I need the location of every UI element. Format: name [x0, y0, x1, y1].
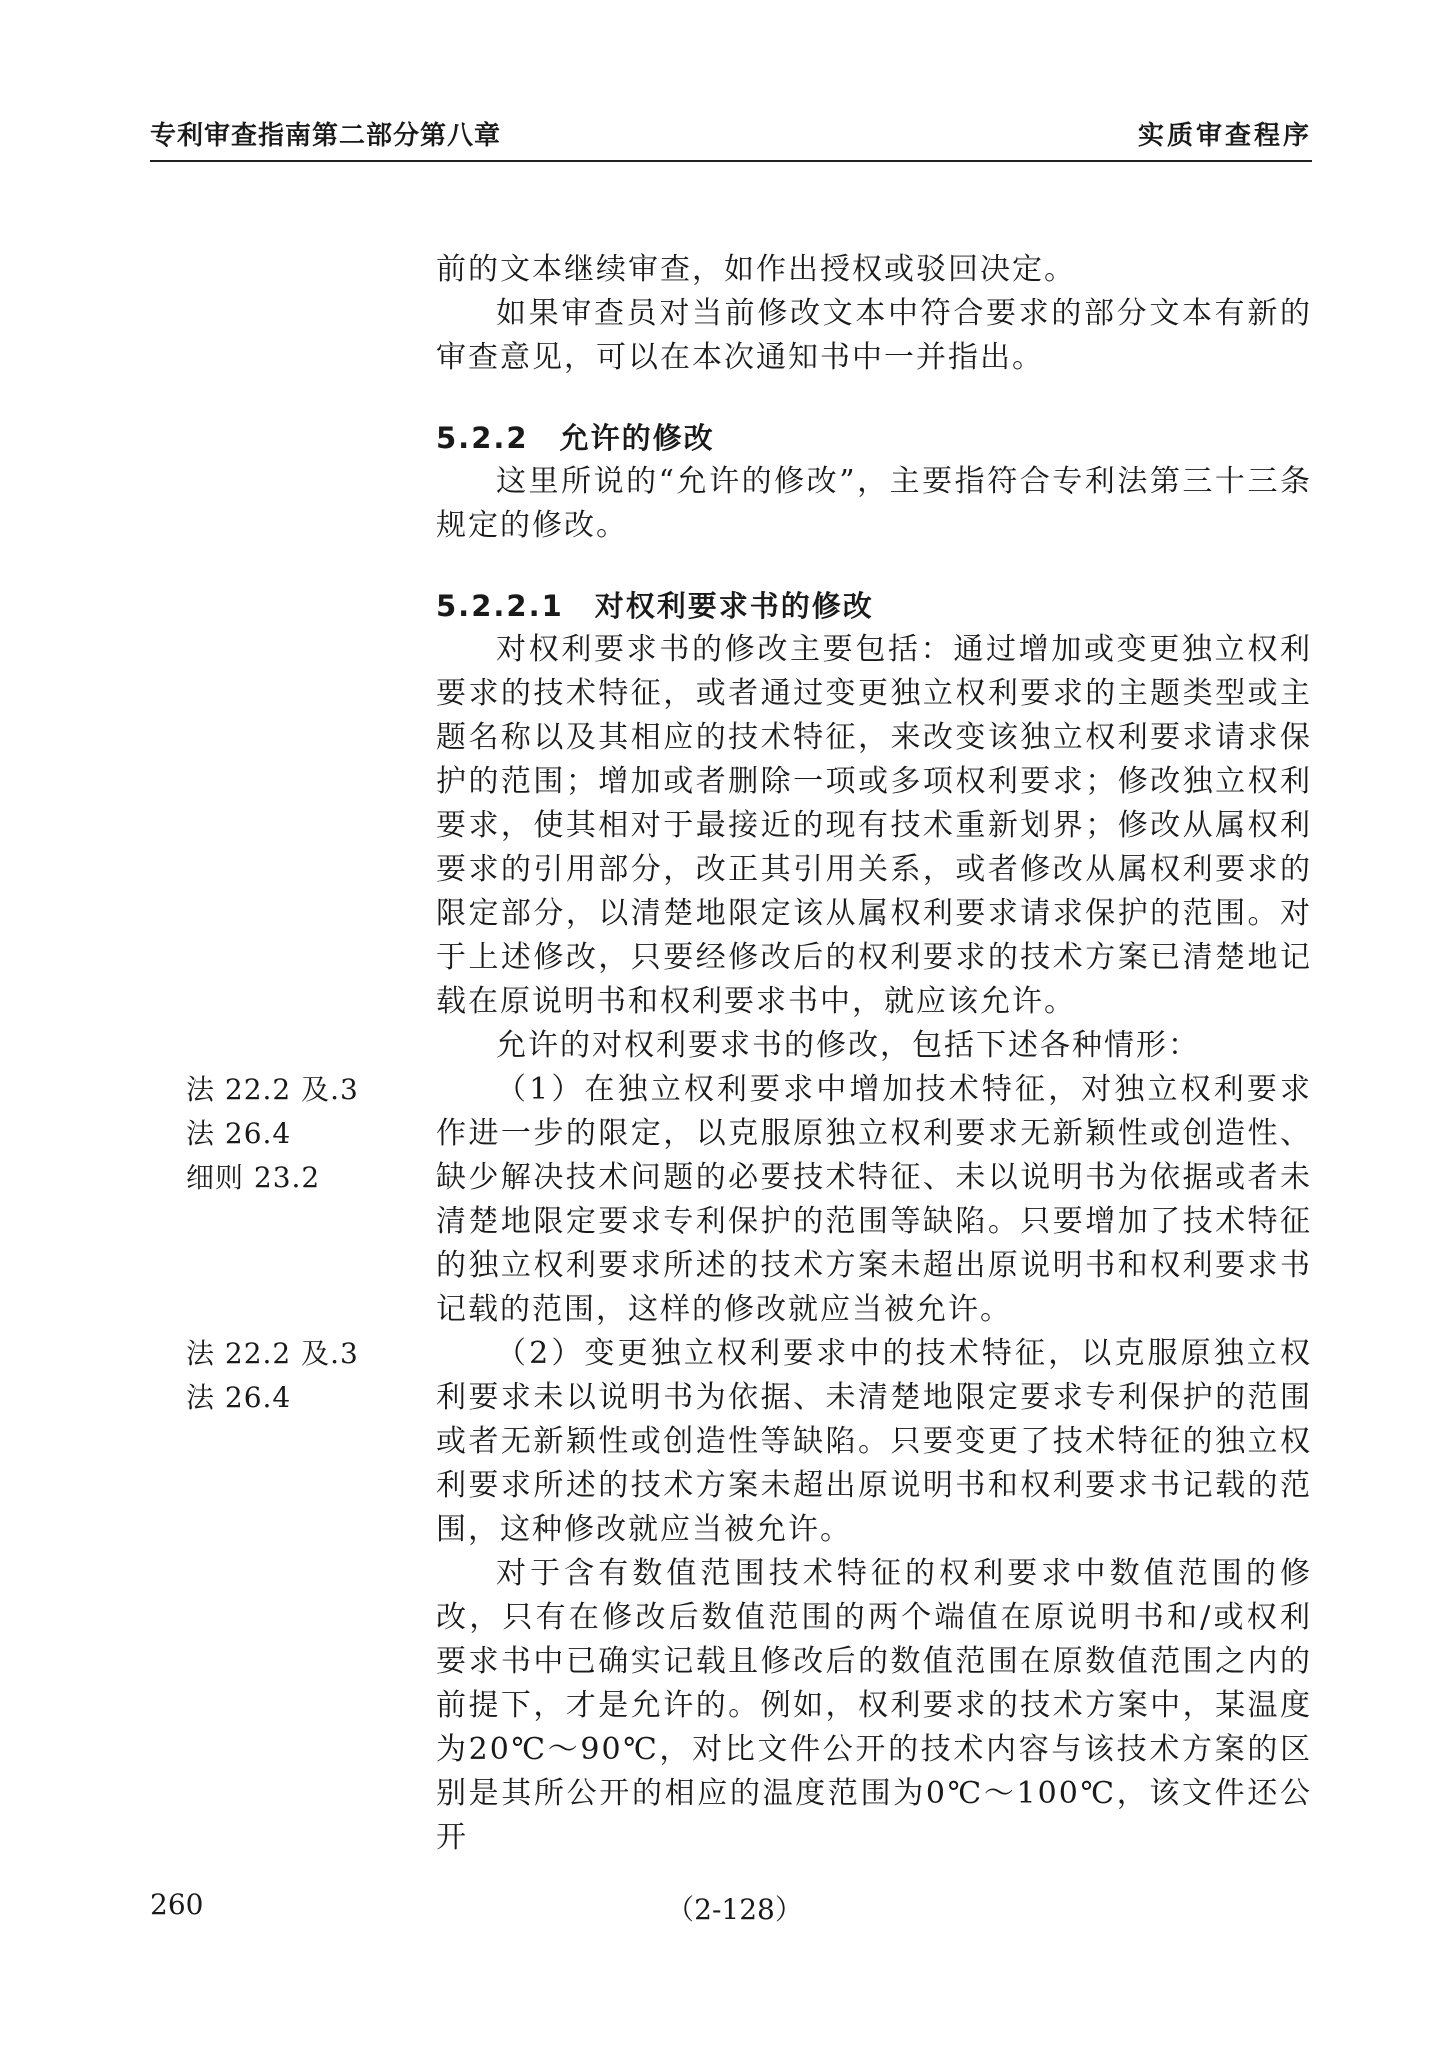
margin-references-1: [186, 1068, 406, 1200]
main-text: [436, 248, 1312, 1860]
paragraph-item-1: （1）在独立权利要求中增加技术特征，对独立权利要求作进一步的限定，以克服原独立权利要求无新颖性或创造性、缺少解决技术问题的必要技术特征、未以说明书为依据或者未清楚地限定要求专利保护的范围等缺陷。只要增加了技术特征的独立权利要求所述的技术方案未超出原说明书和权利要求书记载的范围，这样的修改就应当被允许。: [436, 1072, 1312, 1327]
margin-reference: 法 22.2 及.3: [186, 1337, 359, 1370]
margin-reference: 细则 23.2: [186, 1161, 321, 1194]
paragraph: 如果审查员对当前修改文本中符合要求的部分文本有新的审查意见，可以在本次通知书中一并指出。: [436, 296, 1312, 375]
paragraph: 前的文本继续审查，如作出授权或驳回决定。: [436, 252, 1076, 287]
header-section-title: 实质审查程序: [1137, 121, 1312, 151]
paragraph: 对权利要求书的修改主要包括：通过增加或变更独立权利要求的技术特征，或者通过变更独立权利要求的主题类型或主题名称以及其相应的技术特征，来改变该独立权利要求请求保护的范围；增加或者删除一项或多项权利要求；修改独立权利要求，使其相对于最接近的现有技术重新划界；修改从属权利要求的引用部分，改正其引用关系，或者修改从属权利要求的限定部分，以清楚地限定该从属权利要求请求保护的范围。对于上述修改，只要经修改后的权利要求的技术方案已清楚地记载在原说明书和权利要求书中，就应该允许。: [436, 632, 1312, 1019]
section-heading-5-2-2: 5.2.2 允许的修改: [436, 421, 715, 455]
page-number: 260: [150, 1888, 204, 1921]
section-heading-5-2-2-1: 5.2.2.1 对权利要求书的修改: [436, 589, 874, 623]
section-page-number: （2-128）: [666, 1893, 803, 1926]
margin-reference: 法 26.4: [186, 1381, 292, 1414]
paragraph: 对于含有数值范围技术特征的权利要求中数值范围的修改，只有在修改后数值范围的两个端值在原说明书和/或权利要求书中已确实记载且修改后的数值范围在原数值范围之内的前提下，才是允许的。例如，权利要求的技术方案中，某温度为20℃～90℃，对比文件公开的技术内容与该技术方案的区别是其所公开的相应的温度范围为0℃～100℃，该文件还公开: [436, 1556, 1312, 1855]
margin-references-2: [186, 1332, 406, 1420]
paragraph-item-2: （2）变更独立权利要求中的技术特征，以克服原独立权利要求未以说明书为依据、未清楚地限定要求专利保护的范围或者无新颖性或创造性等缺陷。只要变更了技术特征的独立权利要求所述的技术方案未超出原说明书和权利要求书记载的范围，这种修改就应当被允许。: [436, 1336, 1312, 1547]
header-chapter-title: 专利审查指南第二部分第八章: [150, 121, 502, 151]
paragraph: 这里所说的“允许的修改”，主要指符合专利法第三十三条规定的修改。: [436, 464, 1312, 543]
margin-reference: 法 26.4: [186, 1117, 292, 1150]
margin-reference: 法 22.2 及.3: [186, 1073, 359, 1106]
page-header: [150, 110, 1312, 162]
paragraph: 允许的对权利要求书的修改，包括下述各种情形：: [496, 1028, 1200, 1063]
